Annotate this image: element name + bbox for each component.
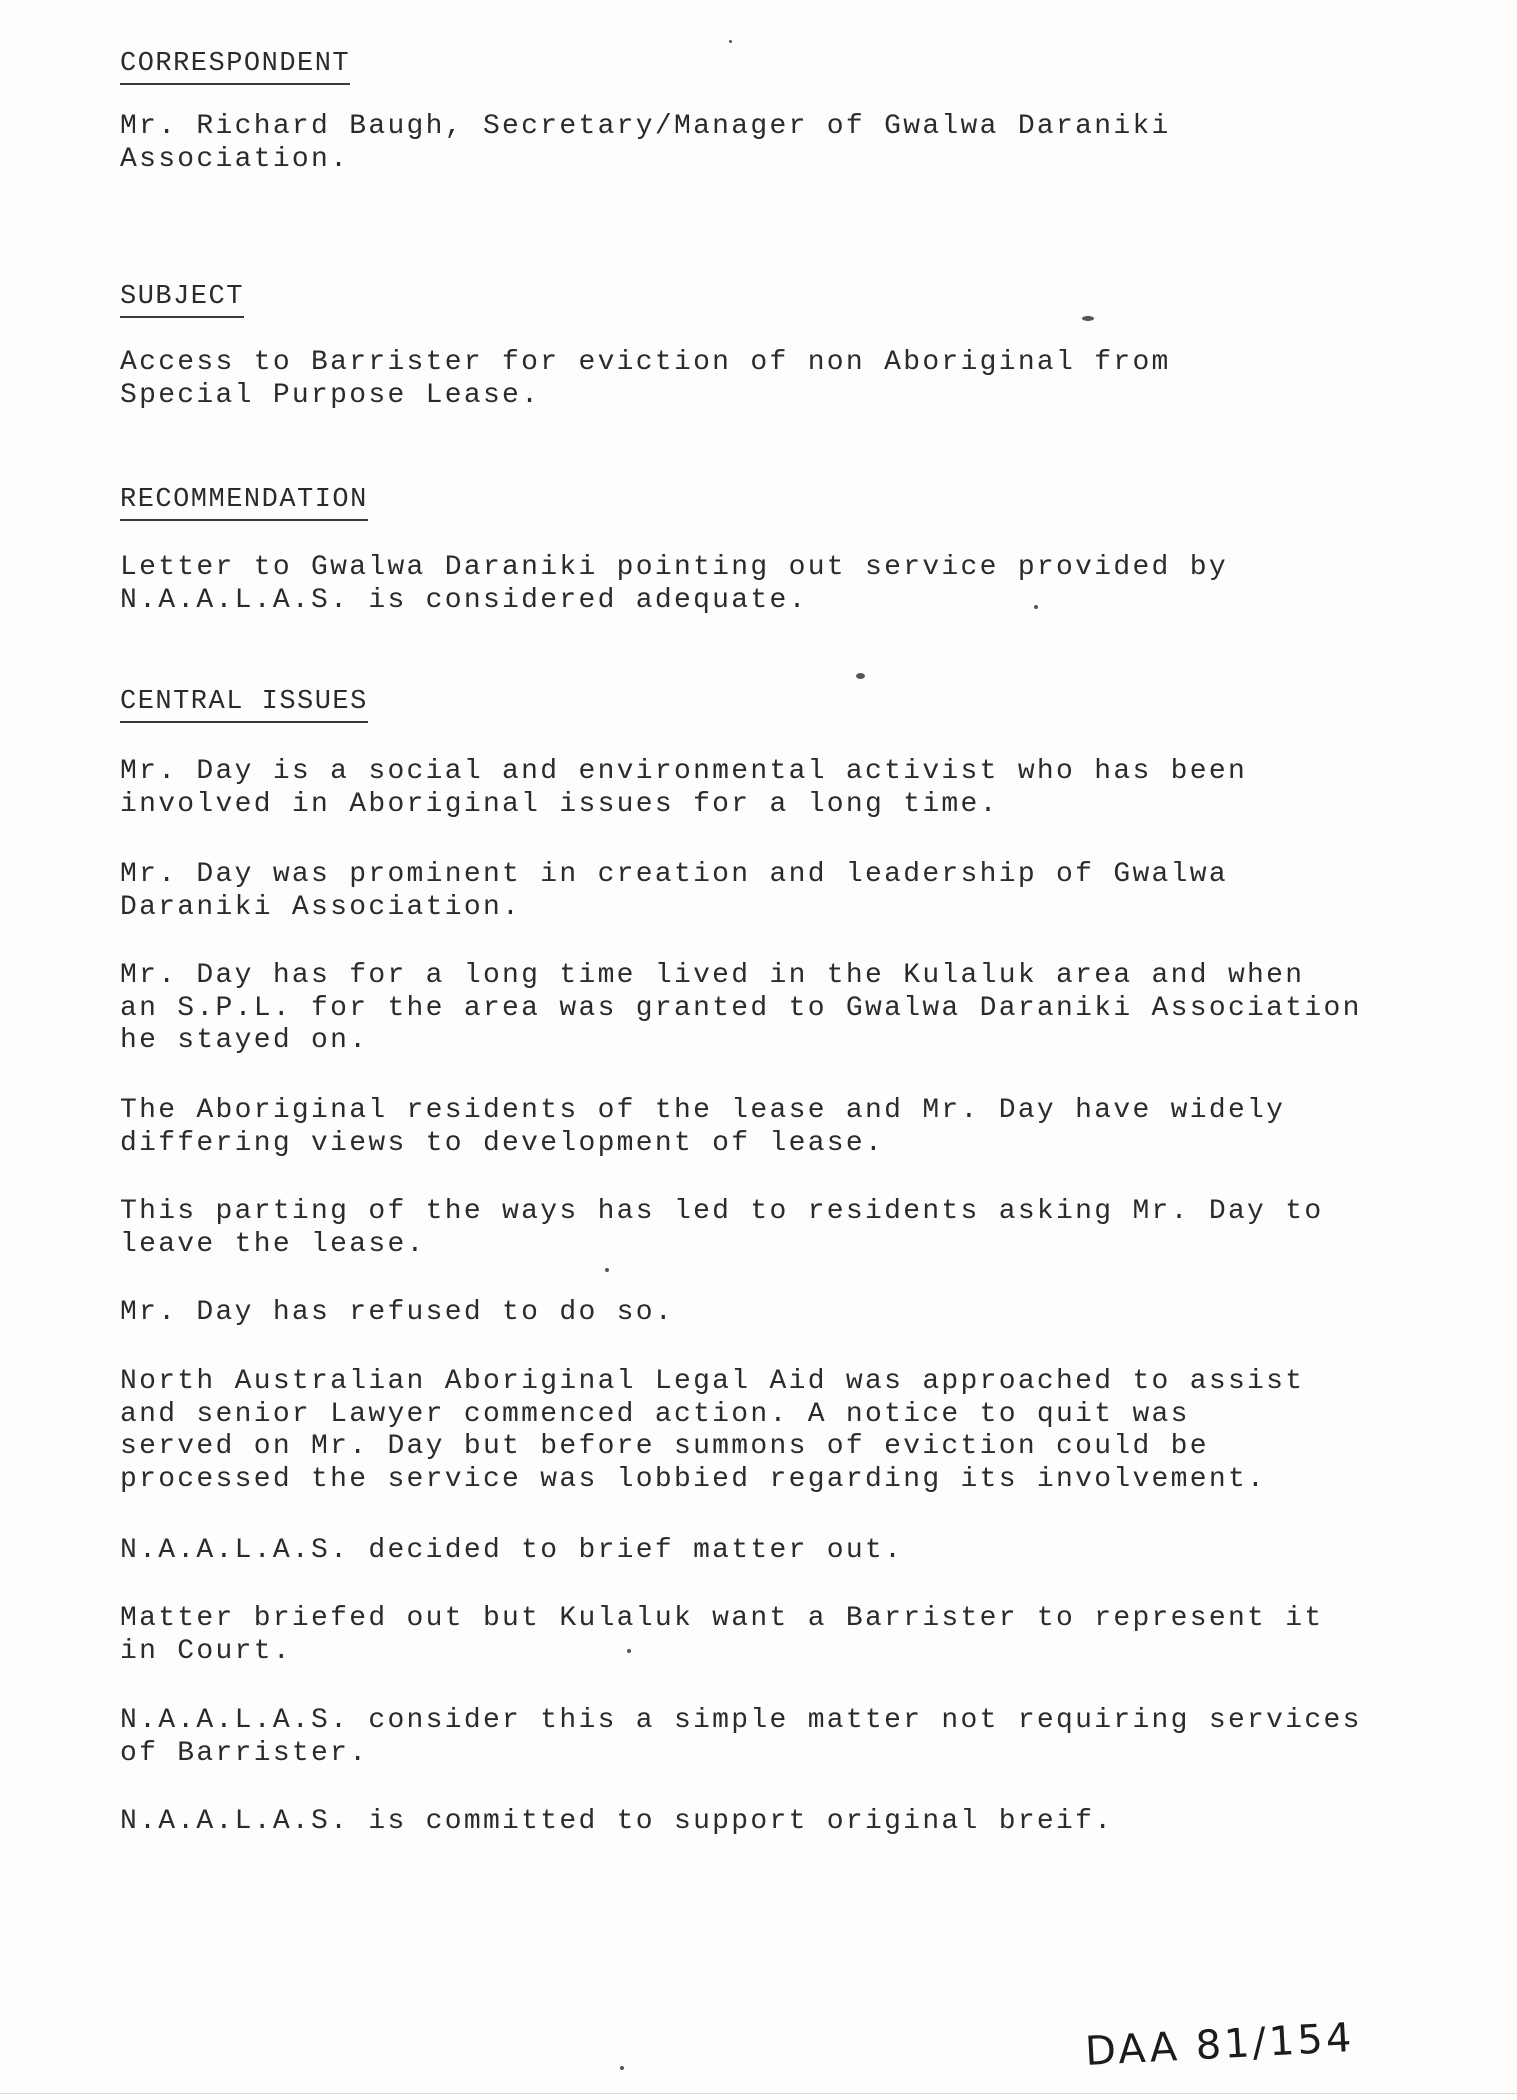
heading-central-issues: CENTRAL ISSUES: [120, 686, 368, 723]
central-issue-paragraph: Matter briefed out but Kulaluk want a Barrister to represent it in Court.: [120, 1603, 1324, 1667]
central-issue-paragraph: The Aboriginal residents of the lease and Mr. Day have widely differing views to development of lease.: [120, 1095, 1286, 1159]
handwritten-document-reference: DAA 81/154: [1083, 2014, 1356, 2076]
scan-speck: [627, 1649, 631, 1653]
scan-speck: [1034, 605, 1038, 609]
central-issue-paragraph: Mr. Day has for a long time lived in the Kulaluk area and when an S.P.L. for the area was granted to Gwalwa Daraniki Association he stayed on.: [120, 960, 1362, 1056]
heading-subject: SUBJECT: [120, 281, 244, 318]
scan-speck: [605, 1268, 609, 1272]
correspondent-text: Mr. Richard Baugh, Secretary/Manager of Gwalwa Daraniki Association.: [120, 111, 1171, 175]
subject-text: Access to Barrister for eviction of non Aboriginal from Special Purpose Lease.: [120, 347, 1171, 411]
central-issue-paragraph: N.A.A.L.A.S. decided to brief matter out.: [120, 1535, 904, 1566]
scan-edge-line: [0, 2093, 1517, 2094]
central-issue-paragraph: North Australian Aboriginal Legal Aid was approached to assist and senior Lawyer commenced action. A notice to quit was served on Mr. Day but before summons of eviction could be processed the service was lobbied regarding its involvement.: [120, 1366, 1305, 1495]
heading-recommendation: RECOMMENDATION: [120, 484, 368, 521]
central-issue-paragraph: Mr. Day has refused to do so.: [120, 1297, 674, 1328]
scan-speck: [1082, 316, 1094, 321]
central-issue-paragraph: N.A.A.L.A.S. consider this a simple matter not requiring services of Barrister.: [120, 1705, 1362, 1769]
central-issue-paragraph: Mr. Day is a social and environmental activist who has been involved in Aboriginal issues for a long time.: [120, 756, 1248, 820]
heading-correspondent: CORRESPONDENT: [120, 48, 350, 85]
recommendation-text: Letter to Gwalwa Daraniki pointing out service provided by N.A.A.L.A.S. is considered adequate.: [120, 552, 1228, 616]
scan-speck: [620, 2066, 624, 2070]
central-issue-paragraph: This parting of the ways has led to residents asking Mr. Day to leave the lease.: [120, 1196, 1324, 1260]
central-issue-paragraph: Mr. Day was prominent in creation and leadership of Gwalwa Daraniki Association.: [120, 859, 1228, 923]
scan-speck: [856, 673, 865, 679]
central-issue-paragraph: N.A.A.L.A.S. is committed to support original breif.: [120, 1806, 1114, 1837]
scan-speck: [729, 40, 732, 43]
